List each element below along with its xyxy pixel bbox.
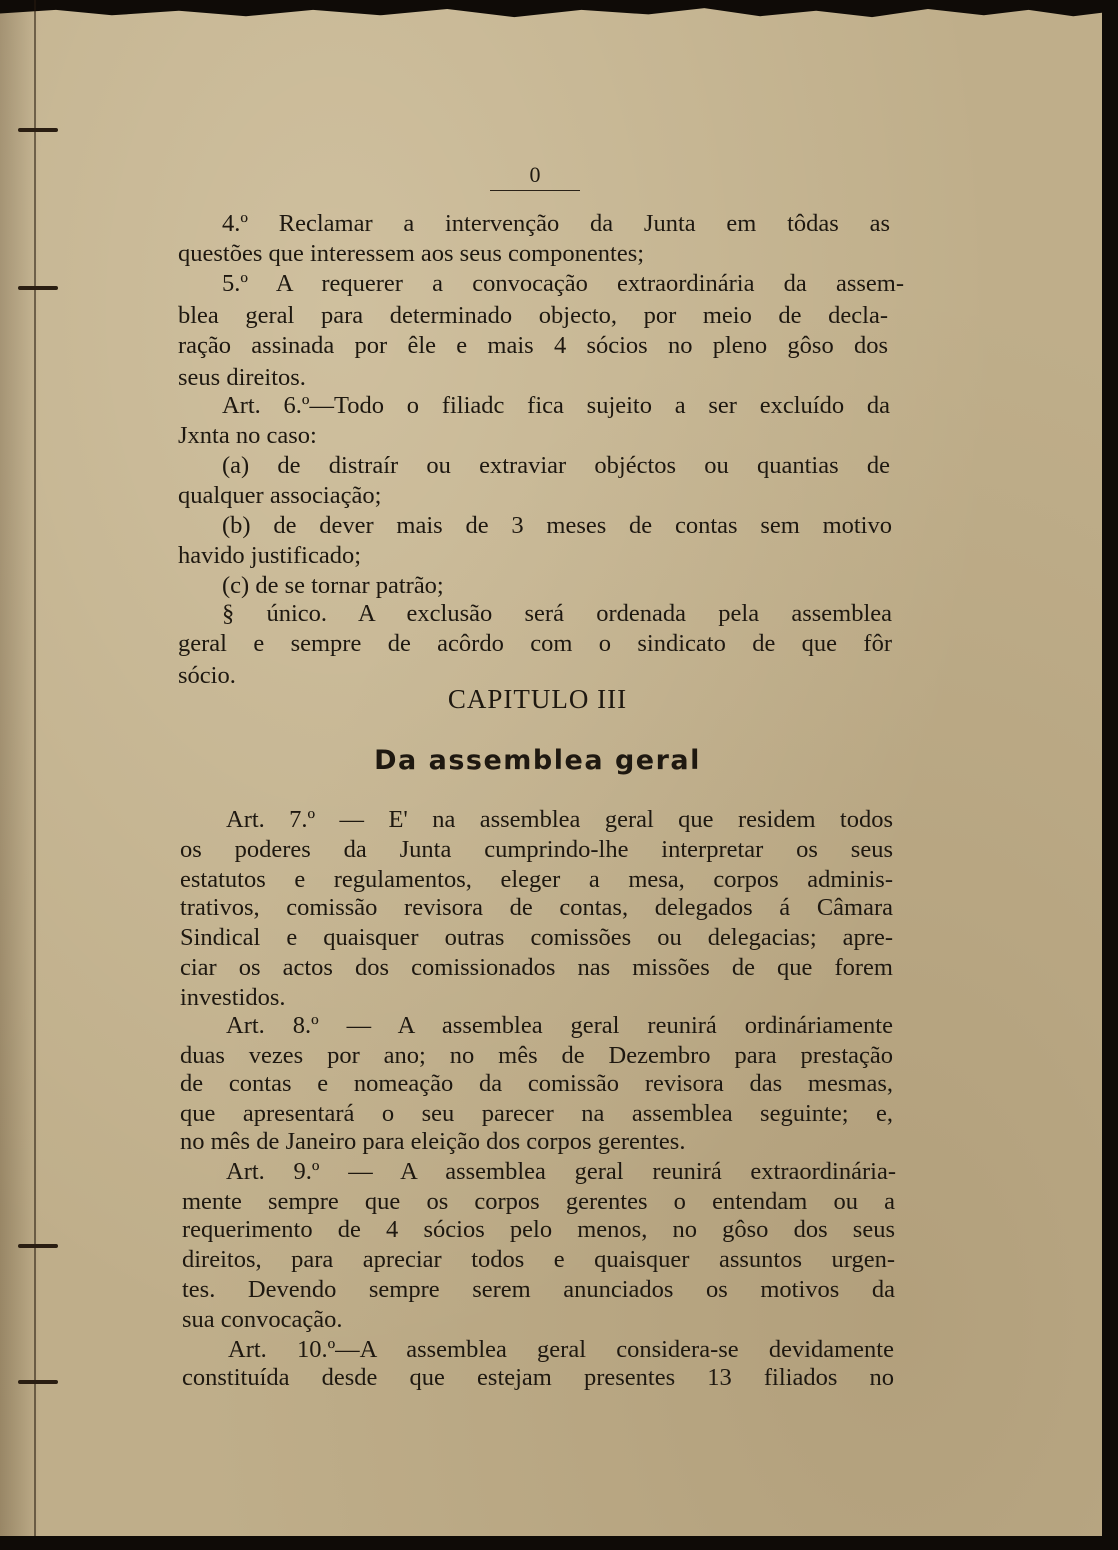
text-line: havido justificado; — [178, 542, 362, 569]
text-line: Art. 6.º—Todo o filiadc fica sujeito a ser excluído da — [222, 392, 890, 419]
text-line: blea geral para determinado objecto, por meio de decla- — [178, 302, 888, 329]
text-line: Art. 9.º — A assemblea geral reunirá extraordinária- — [226, 1158, 896, 1185]
binding-stitch — [18, 286, 58, 290]
text-line: sua convocação. — [182, 1306, 343, 1333]
text-line: duas vezes por ano; no mês de Dezembro para prestação — [180, 1042, 893, 1069]
text-line: requerimento de 4 sócios pelo menos, no gôso dos seus — [182, 1216, 895, 1243]
text-line: trativos, comissão revisora de contas, delegados á Câmara — [180, 894, 893, 921]
text-line: sócio. — [178, 662, 236, 689]
text-line: ração assinada por êle e mais 4 sócios no pleno gôso dos — [178, 332, 888, 359]
text-line: Art. 7.º — E' na assemblea geral que residem todos — [226, 806, 893, 833]
text-line: 5.º A requerer a convocação extraordinária da assem- — [222, 270, 904, 297]
text-line: ciar os actos dos comissionados nas missões de que forem — [180, 954, 893, 981]
text-line: questões que interessem aos seus componentes; — [178, 240, 645, 267]
text-line: Art. 8.º — A assemblea geral reunirá ordináriamente — [226, 1012, 893, 1039]
binding-stitch — [18, 1244, 58, 1248]
binding-stitch — [18, 128, 58, 132]
text-line: (a) de distraír ou extraviar objéctos ou quantias de — [222, 452, 890, 479]
text-line: Jxnta no caso: — [178, 422, 317, 449]
text-line: Sindical e quaisquer outras comissões ou delegacias; apre- — [180, 924, 893, 951]
text-line: tes. Devendo sempre serem anunciados os motivos da — [182, 1276, 895, 1303]
section-heading: Da assemblea geral — [374, 745, 701, 776]
text-line: qualquer associação; — [178, 482, 382, 509]
text-line: direitos, para apreciar todos e quaisquer assuntos urgen- — [182, 1246, 895, 1273]
scan-edge-bottom — [0, 1536, 1118, 1550]
page-number: 0 — [529, 162, 541, 187]
text-line: investidos. — [180, 984, 286, 1011]
scan-edge-right — [1102, 0, 1118, 1550]
text-line: seus direitos. — [178, 364, 306, 391]
text-line: de contas e nomeação da comissão revisora das mesmas, — [180, 1070, 893, 1097]
text-line: no mês de Janeiro para eleição dos corpos gerentes. — [180, 1128, 686, 1155]
text-line: § único. A exclusão será ordenada pela assemblea — [222, 600, 892, 627]
text-line: Art. 10.º—A assemblea geral considera-se devidamente — [228, 1336, 894, 1363]
text-line: geral e sempre de acôrdo com o sindicato de que fôr — [178, 630, 892, 657]
text-line: 4.º Reclamar a intervenção da Junta em tôdas as — [222, 210, 890, 237]
text-line: constituída desde que estejam presentes 13 filiados no — [182, 1364, 894, 1391]
text-line: os poderes da Junta cumprindo-lhe interpretar os seus — [180, 836, 893, 863]
text-line: mente sempre que os corpos gerentes o entendam ou a — [182, 1188, 895, 1215]
binding-stitch — [18, 1380, 58, 1384]
text-line: que apresentará o seu parecer na assemblea seguinte; e, — [180, 1100, 893, 1127]
text-line: estatutos e regulamentos, eleger a mesa, corpos adminis- — [180, 866, 893, 893]
torn-top-edge — [0, 0, 1118, 18]
page-number-rule — [490, 190, 580, 191]
binding-line — [34, 0, 36, 1550]
text-line: (b) de dever mais de 3 meses de contas sem motivo — [222, 512, 892, 539]
chapter-title: CAPITULO III — [447, 684, 628, 714]
text-line: (c) de se tornar patrão; — [222, 572, 444, 599]
